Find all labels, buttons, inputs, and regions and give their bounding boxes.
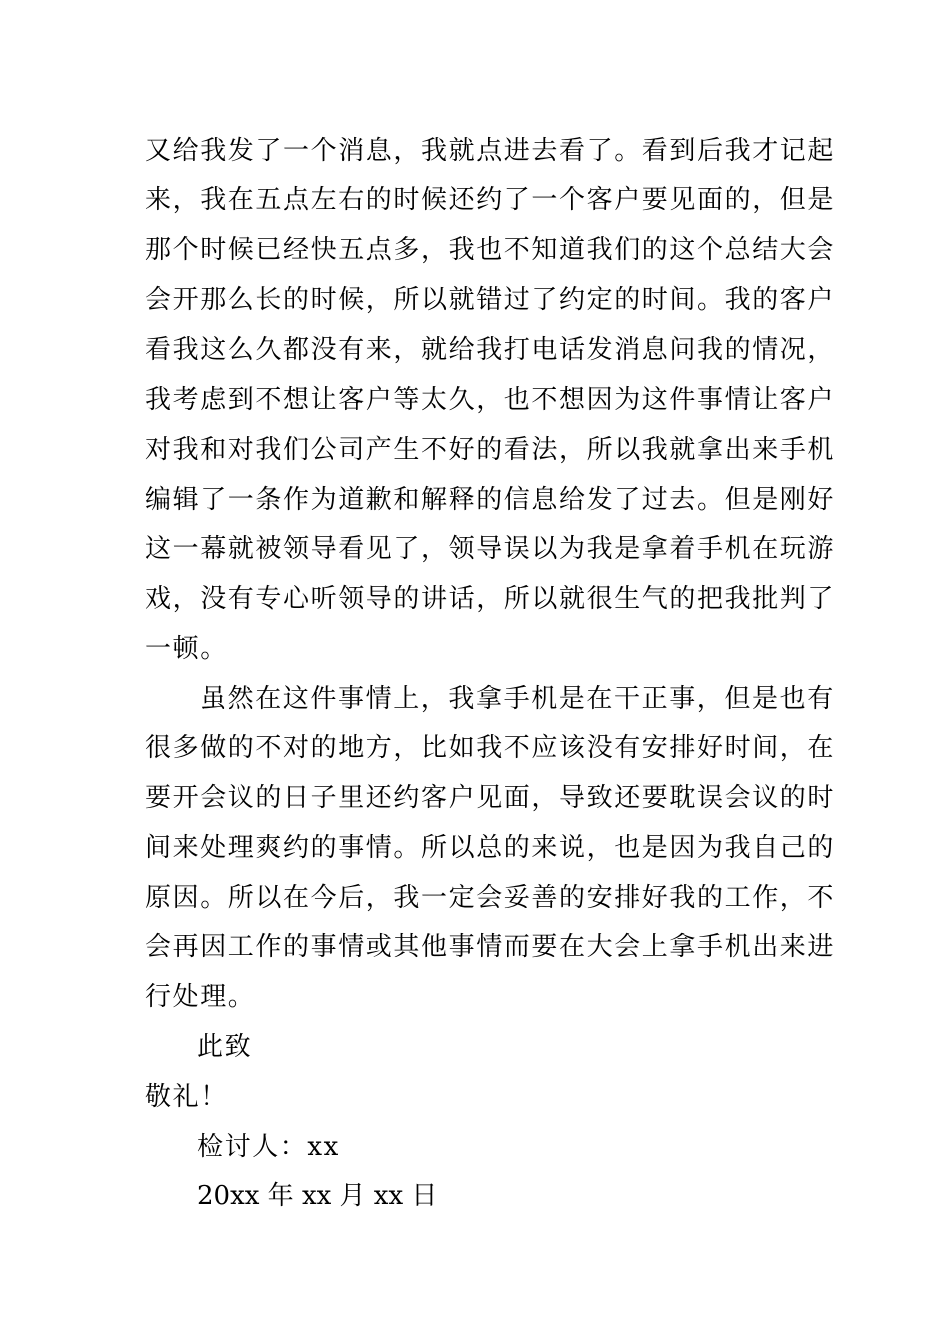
paragraph-1-line: 一顿。 [145,634,228,664]
paragraph-1-line: 又给我发了一个消息，我就点进去看了。看到后我才记起 [145,136,836,166]
paragraph-1-line: 这一幕就被领导看见了，领导误以为我是拿着手机在玩游 [145,534,836,564]
paragraph-2-line: 原因。所以在今后，我一定会妥善的安排好我的工作，不 [145,883,836,913]
paragraph-2-line: 会再因工作的事情或其他事情而要在大会上拿手机出来进 [145,932,836,962]
paragraph-2-line: 很多做的不对的地方，比如我不应该没有安排好时间，在 [145,733,836,763]
paragraph-2-line: 行处理。 [145,982,256,1012]
date-line: 20xx 年 xx 月 xx 日 [197,1181,438,1211]
closing-salutation: 此致 [197,1032,253,1062]
paragraph-2-line: 间来处理爽约的事情。所以总的来说，也是因为我自己的 [145,833,836,863]
paragraph-2-line: 虽然在这件事情上，我拿手机是在干正事，但是也有 [200,684,835,714]
paragraph-1-line: 我考虑到不想让客户等太久，也不想因为这件事情让客户 [145,385,836,415]
paragraph-1-line: 来，我在五点左右的时候还约了一个客户要见面的，但是 [145,185,836,215]
paragraph-1-line: 会开那么长的时候，所以就错过了约定的时间。我的客户 [145,285,836,315]
paragraph-1-line: 编辑了一条作为道歉和解释的信息给发了过去。但是刚好 [145,485,836,515]
signer-line: 检讨人：xx [197,1132,340,1162]
paragraph-1-line: 戏，没有专心听领导的讲话，所以就很生气的把我批判了 [145,584,836,614]
closing-regards: 敬礼！ [145,1082,228,1112]
paragraph-2-line: 要开会议的日子里还约客户见面，导致还要耽误会议的时 [145,783,836,813]
paragraph-1-line: 看我这么久都没有来，就给我打电话发消息问我的情况， [145,335,836,365]
paragraph-1-line: 那个时候已经快五点多，我也不知道我们的这个总结大会 [145,235,836,265]
paragraph-1-line: 对我和对我们公司产生不好的看法，所以我就拿出来手机 [145,435,836,465]
